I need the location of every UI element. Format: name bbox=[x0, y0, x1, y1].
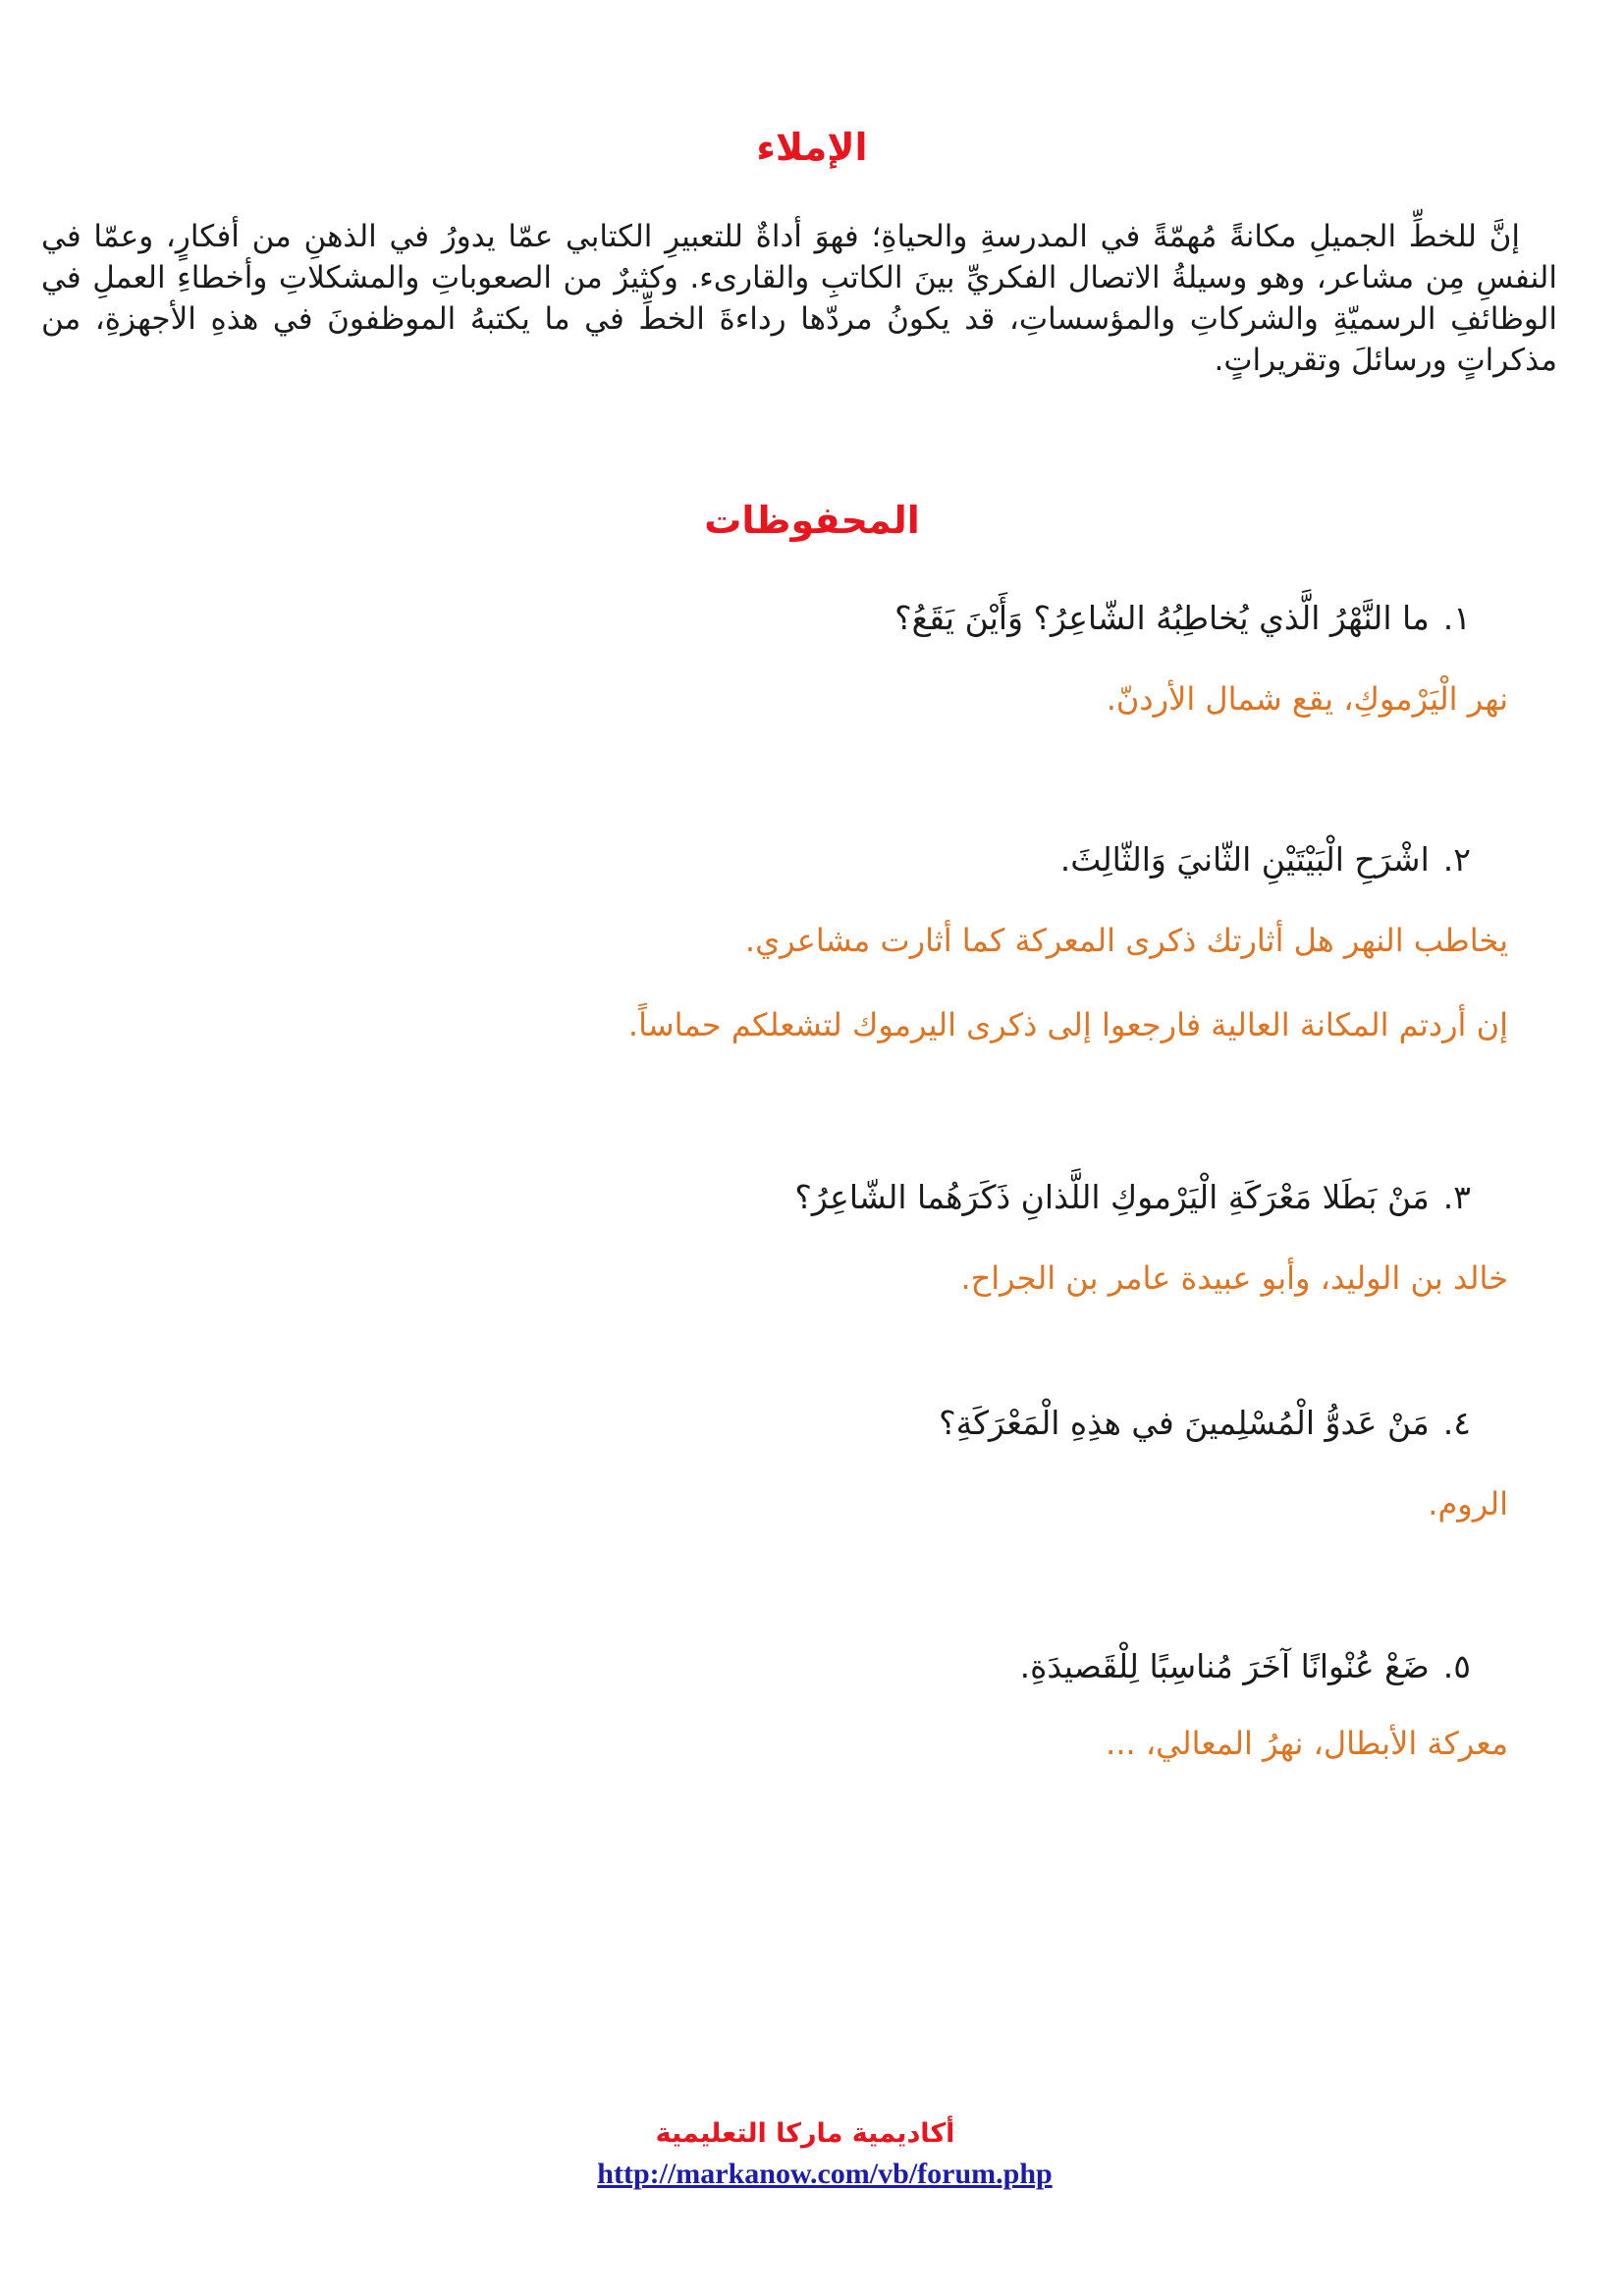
answer-2a: يخاطب النهر هل أثارتك ذكرى المعركة كما أثارت مشاعري. bbox=[744, 922, 1508, 959]
section-title-imla: الإملاء bbox=[756, 126, 868, 169]
question-text: ضَعْ عُنْوانًا آخَرَ مُناسِبًا لِلْقَصيدَةِ. bbox=[1019, 1647, 1430, 1685]
answer-4: الروم. bbox=[1428, 1485, 1508, 1522]
question-number: ١. bbox=[1442, 599, 1471, 637]
question-number: ٢. bbox=[1442, 840, 1471, 879]
answer-3: خالد بن الوليد، وأبو عبيدة عامر بن الجراح. bbox=[960, 1259, 1508, 1297]
answer-5: معركة الأبطال، نهرُ المعالي، ... bbox=[1106, 1725, 1508, 1762]
question-text: ما النَّهْرُ الَّذي يُخاطِبُهُ الشّاعِرُ؟ وَأَيْنَ يَقَعُ؟ bbox=[894, 599, 1430, 637]
question-4 bbox=[94, 1402, 1471, 1445]
section-title-mahfuzat: المحفوظات bbox=[704, 499, 920, 542]
question-number: ٣. bbox=[1442, 1178, 1471, 1216]
question-block-4 bbox=[94, 1402, 1508, 1525]
question-5 bbox=[94, 1645, 1471, 1688]
question-1 bbox=[94, 597, 1471, 640]
question-3 bbox=[94, 1176, 1471, 1219]
question-number: ٥. bbox=[1442, 1647, 1471, 1685]
question-block-3 bbox=[94, 1176, 1508, 1300]
answer-1: نهر الْيَرْموكِ، يقع شمال الأردنّ. bbox=[1106, 680, 1508, 718]
footer-academy-name: أكاديمية ماركا التعليمية bbox=[655, 2118, 955, 2149]
answer-2b: إن أردتم المكانة العالية فارجعوا إلى ذكرى اليرموك لتشعلكم حماساً. bbox=[627, 1006, 1508, 1043]
question-block-2 bbox=[94, 838, 1508, 1046]
question-block-5 bbox=[94, 1645, 1508, 1765]
question-text: مَنْ بَطَلا مَعْرَكَةِ الْيَرْموكِ اللَّذانِ ذَكَرَهُما الشّاعِرُ؟ bbox=[794, 1178, 1430, 1216]
question-block-1 bbox=[94, 597, 1508, 721]
question-number: ٤. bbox=[1442, 1404, 1471, 1442]
footer-forum-link[interactable]: http://markanow.com/vb/forum.php bbox=[597, 2158, 1053, 2190]
question-2 bbox=[94, 838, 1471, 881]
question-text: مَنْ عَدوُّ الْمُسْلِمينَ في هذِهِ الْمَعْرَكَةِ؟ bbox=[939, 1404, 1430, 1442]
imla-paragraph: إنَّ للخطِّ الجميلِ مكانةً مُهمّةً في المدرسةِ والحياةِ؛ فهوَ أداةٌ للتعبيرِ الكتابي عمّا يدورُ في الذهنِ من أفكارٍ، وعمّا في النفسِ مِن مشاعر، وهو وسيلةُ الاتصال الفكريِّ بينَ الكاتبِ والقارىء. وكثيرٌ من الصعوباتِ والمشكلاتِ وأخطاءِ العملِ في الوظائفِ الرسميّةِ والشركاتِ والمؤسساتِ، قد يكونُ مردّها رداءةَ الخطِّ في ما يكتبهُ الموظفونَ في هذهِ الأجهزةِ، من مذكراتٍ ورسائلَ وتقريراتٍ. bbox=[41, 219, 1557, 378]
question-text: اشْرَحِ الْبَيْتَيْنِ الثّانيَ وَالثّالِثَ. bbox=[1059, 840, 1430, 879]
